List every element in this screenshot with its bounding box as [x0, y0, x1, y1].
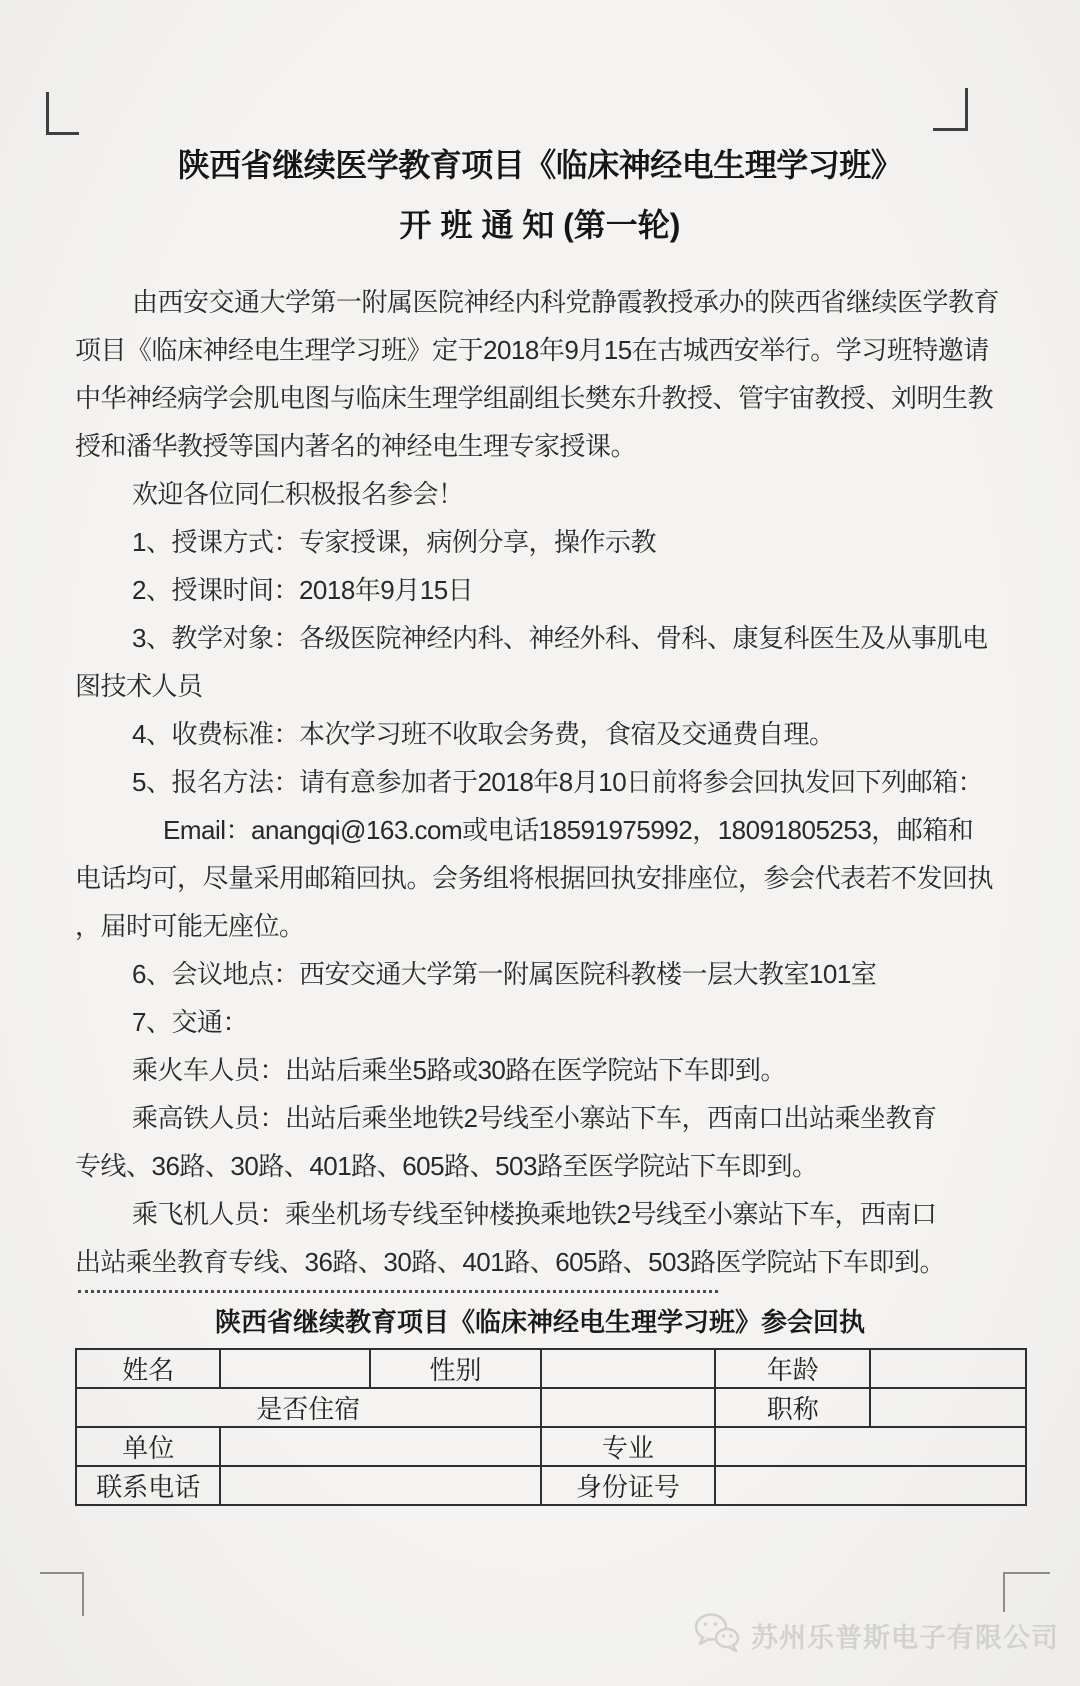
body-line: 出站乘坐教育专线、36路、30路、401路、605路、503路医学院站下车即到。 — [75, 1247, 945, 1277]
reply-form-table — [75, 1348, 1027, 1506]
table-row — [76, 1349, 1026, 1388]
document-title-line2: 开 班 通 知 (第一轮) — [399, 207, 681, 243]
form-label-age: 年龄 — [715, 1349, 870, 1388]
form-field-id-number — [715, 1466, 1026, 1505]
body-line: 5、报名方法：请有意参加者于2018年8月10日前将参会回执发回下列邮箱： — [132, 767, 984, 797]
body-line: 图技术人员 — [75, 671, 203, 701]
document-body — [75, 278, 1005, 1286]
body-line: 6、会议地点：西安交通大学第一附属医院科教楼一层大教室101室 — [132, 959, 877, 989]
table-row — [76, 1466, 1026, 1505]
body-line: 7、交通： — [132, 1007, 248, 1037]
body-line: 专线、36路、30路、401路、605路、503路至医学院站下车即到。 — [75, 1151, 818, 1181]
form-field-age — [870, 1349, 1026, 1388]
page-corner-mark-bottom-left — [40, 1572, 84, 1616]
body-line: 乘飞机人员：乘坐机场专线至钟楼换乘地铁2号线至小寨站下车，西南口 — [132, 1199, 937, 1229]
form-label-gender: 性别 — [370, 1349, 540, 1388]
form-label-id-number: 身份证号 — [541, 1466, 716, 1505]
form-label-organization: 单位 — [76, 1427, 220, 1466]
body-line: 授和潘华教授等国内著名的神经电生理专家授课。 — [75, 431, 637, 461]
reply-form-title: 陕西省继续教育项目《临床神经电生理学习班》参会回执 — [214, 1307, 865, 1337]
page-corner-mark-top-left — [46, 92, 79, 135]
body-line: 项目《临床神经电生理学习班》定于2018年9月15在古城西安举行。学习班特邀请 — [75, 335, 989, 365]
dotted-separator — [78, 1290, 718, 1293]
body-line: 乘高铁人员：出站后乘坐地铁2号线至小寨站下车，西南口出站乘坐教育 — [132, 1103, 937, 1133]
form-field-lodging — [541, 1388, 716, 1427]
body-line: 由西安交通大学第一附属医院神经内科党静霞教授承办的陕西省继续医学教育 — [132, 287, 1000, 317]
body-line: 3、教学对象：各级医院神经内科、神经外科、骨科、康复科医生及从事肌电 — [132, 623, 988, 653]
table-row — [76, 1388, 1026, 1427]
form-field-gender — [541, 1349, 716, 1388]
wechat-icon — [693, 1612, 741, 1659]
footer-watermark — [693, 1612, 1059, 1659]
form-field-name — [220, 1349, 370, 1388]
form-label-name: 姓名 — [76, 1349, 220, 1388]
body-line: 电话均可，尽量采用邮箱回执。会务组将根据回执安排座位，参会代表若不发回执 — [75, 863, 994, 893]
form-label-phone: 联系电话 — [76, 1466, 220, 1505]
form-label-specialty: 专业 — [541, 1427, 716, 1466]
form-field-phone — [220, 1466, 540, 1505]
form-label-lodging: 是否住宿 — [76, 1388, 541, 1427]
body-line: 1、授课方式：专家授课，病例分享，操作示教 — [132, 527, 656, 557]
form-label-job-title: 职称 — [715, 1388, 870, 1427]
document-title-line1: 陕西省继续医学教育项目《临床神经电生理学习班》 — [177, 147, 903, 183]
table-row — [76, 1427, 1026, 1466]
form-field-organization — [220, 1427, 540, 1466]
body-line: 2、授课时间：2018年9月15日 — [132, 575, 474, 605]
body-line: ，届时可能无座位。 — [75, 911, 305, 941]
footer-company-name: 苏州乐普斯电子有限公司 — [751, 1623, 1059, 1653]
page-corner-mark-top-right — [933, 88, 968, 131]
page-corner-mark-bottom-right — [1003, 1572, 1050, 1612]
body-line: Email：anangqi@163.com或电话18591975992，18091805253，邮箱和 — [163, 815, 974, 845]
body-line: 欢迎各位同仁积极报名参会！ — [132, 479, 464, 509]
body-line: 乘火车人员：出站后乘坐5路或30路在医学院站下车即到。 — [132, 1055, 786, 1085]
form-field-specialty — [715, 1427, 1026, 1466]
body-line: 4、收费标准：本次学习班不收取会务费，食宿及交通费自理。 — [132, 719, 835, 749]
form-field-job-title — [870, 1388, 1026, 1427]
body-line: 中华神经病学会肌电图与临床生理学组副组长樊东升教授、管宇宙教授、刘明生教 — [75, 383, 994, 413]
